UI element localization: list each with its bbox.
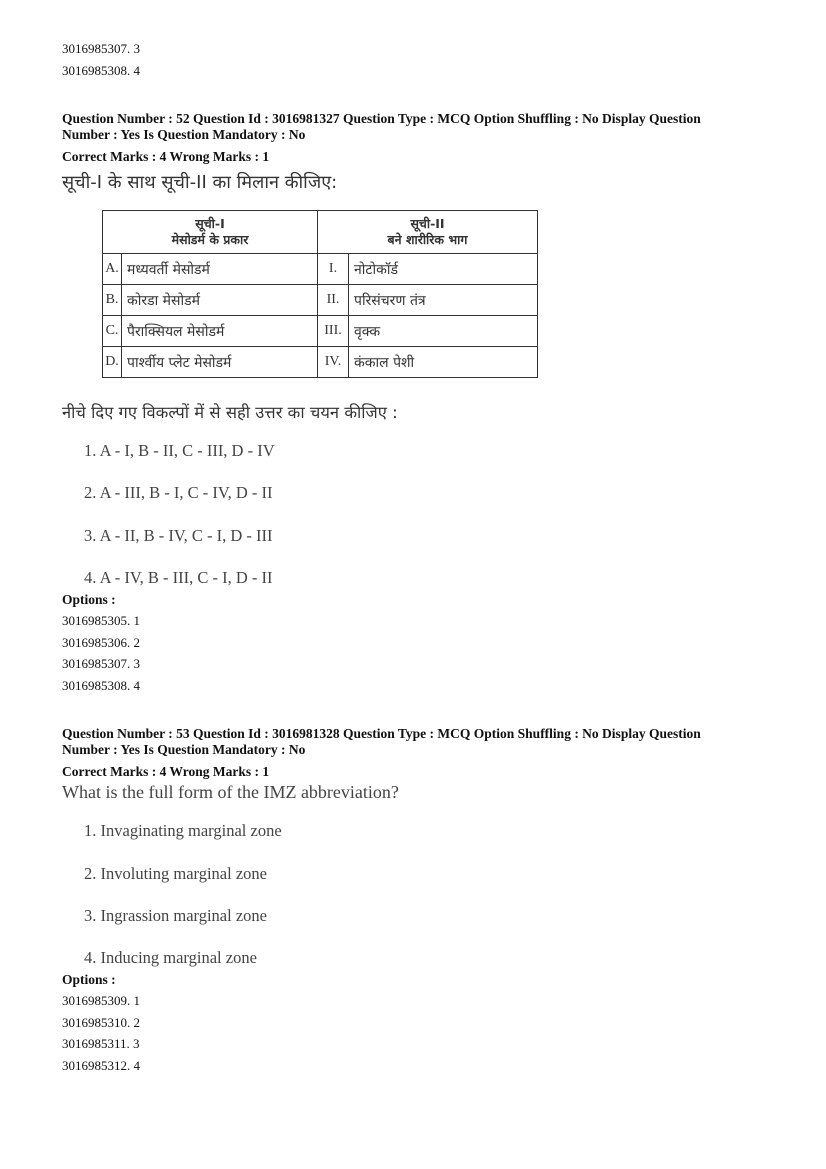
right-label: II. bbox=[318, 285, 349, 316]
q53-meta-line2: Number : Yes Is Question Mandatory : No bbox=[62, 742, 306, 757]
table-row bbox=[103, 285, 538, 316]
q52-options bbox=[62, 590, 772, 696]
left-label: A. bbox=[103, 254, 122, 285]
right-text: परिसंचरण तंत्र bbox=[349, 285, 538, 316]
q53-marks: Correct Marks : 4 Wrong Marks : 1 bbox=[62, 764, 270, 779]
q53-options-label: Options : bbox=[62, 972, 116, 987]
table-header-row bbox=[103, 211, 538, 254]
right-label: I. bbox=[318, 254, 349, 285]
q53-options bbox=[62, 970, 772, 1076]
left-text: पैराक्सियल मेसोडर्म bbox=[122, 316, 318, 347]
option-id-line: 3016985307. 3 bbox=[62, 656, 140, 671]
q52-meta-line2: Number : Yes Is Question Mandatory : No bbox=[62, 127, 306, 142]
q53-choice-2: 2. Involuting marginal zone bbox=[84, 864, 267, 883]
left-label: B. bbox=[103, 285, 122, 316]
right-text: वृक्क bbox=[349, 316, 538, 347]
q53-question: What is the full form of the IMZ abbreviation? bbox=[62, 782, 399, 802]
option-id-line: 3016985312. 4 bbox=[62, 1057, 140, 1073]
left-label: C. bbox=[103, 316, 122, 347]
option-id-line: 3016985311. 3 bbox=[62, 1036, 140, 1051]
table-row bbox=[103, 347, 538, 378]
col2-header-line1: सूची-II bbox=[410, 216, 445, 231]
col1-header-line2: मेसोडर्म के प्रकार bbox=[171, 232, 249, 247]
col1-header bbox=[103, 211, 318, 254]
table-row bbox=[103, 316, 538, 347]
q53-meta bbox=[62, 726, 772, 780]
left-text: मध्यवर्ती मेसोडर्म bbox=[122, 254, 318, 285]
q52-marks: Correct Marks : 4 Wrong Marks : 1 bbox=[62, 149, 270, 164]
top-options-list bbox=[62, 38, 772, 81]
q53-meta-line1: Question Number : 53 Question Id : 3016981328 Question Type : MCQ Option Shuffling : No Display Question bbox=[62, 726, 701, 741]
table-row bbox=[103, 254, 538, 285]
option-id-line: 3016985308. 4 bbox=[62, 62, 140, 78]
q53-choice-3: 3. Ingrassion marginal zone bbox=[84, 906, 267, 925]
option-id-line: 3016985307. 3 bbox=[62, 41, 140, 56]
option-id-line: 3016985309. 1 bbox=[62, 993, 140, 1008]
q52-question: सूची-I के साथ सूची-II का मिलान कीजिए: bbox=[62, 172, 338, 193]
right-label: IV. bbox=[318, 347, 349, 378]
q52-options-label: Options : bbox=[62, 592, 116, 607]
q52-match-table bbox=[102, 210, 538, 378]
q52-choice-3: 3. A - II, B - IV, C - I, D - III bbox=[84, 526, 273, 545]
q52-choice-4: 4. A - IV, B - III, C - I, D - II bbox=[84, 568, 273, 587]
q52-choice-1: 1. A - I, B - II, C - III, D - IV bbox=[84, 441, 275, 460]
q52-instruction: नीचे दिए गए विकल्पों में से सही उत्तर का चयन कीजिए : bbox=[62, 403, 398, 422]
q52-meta-line1: Question Number : 52 Question Id : 3016981327 Question Type : MCQ Option Shuffling : No Display Question bbox=[62, 111, 701, 126]
q52-meta bbox=[62, 111, 772, 165]
right-label: III. bbox=[318, 316, 349, 347]
option-id-line: 3016985306. 2 bbox=[62, 634, 140, 650]
option-id-line: 3016985308. 4 bbox=[62, 677, 140, 693]
q52-choice-2: 2. A - III, B - I, C - IV, D - II bbox=[84, 483, 273, 502]
col2-header-line2: बने शारीरिक भाग bbox=[387, 232, 468, 247]
q53-choice-4: 4. Inducing marginal zone bbox=[84, 948, 257, 967]
left-text: पार्श्वीय प्लेट मेसोडर्म bbox=[122, 347, 318, 378]
left-label: D. bbox=[103, 347, 122, 378]
right-text: नोटोकॉर्ड bbox=[349, 254, 538, 285]
q53-choice-1: 1. Invaginating marginal zone bbox=[84, 821, 282, 840]
option-id-line: 3016985310. 2 bbox=[62, 1014, 140, 1030]
col2-header bbox=[318, 211, 538, 254]
left-text: कोरडा मेसोडर्म bbox=[122, 285, 318, 316]
option-id-line: 3016985305. 1 bbox=[62, 613, 140, 628]
col1-header-line1: सूची-I bbox=[195, 216, 225, 231]
right-text: कंकाल पेशी bbox=[349, 347, 538, 378]
